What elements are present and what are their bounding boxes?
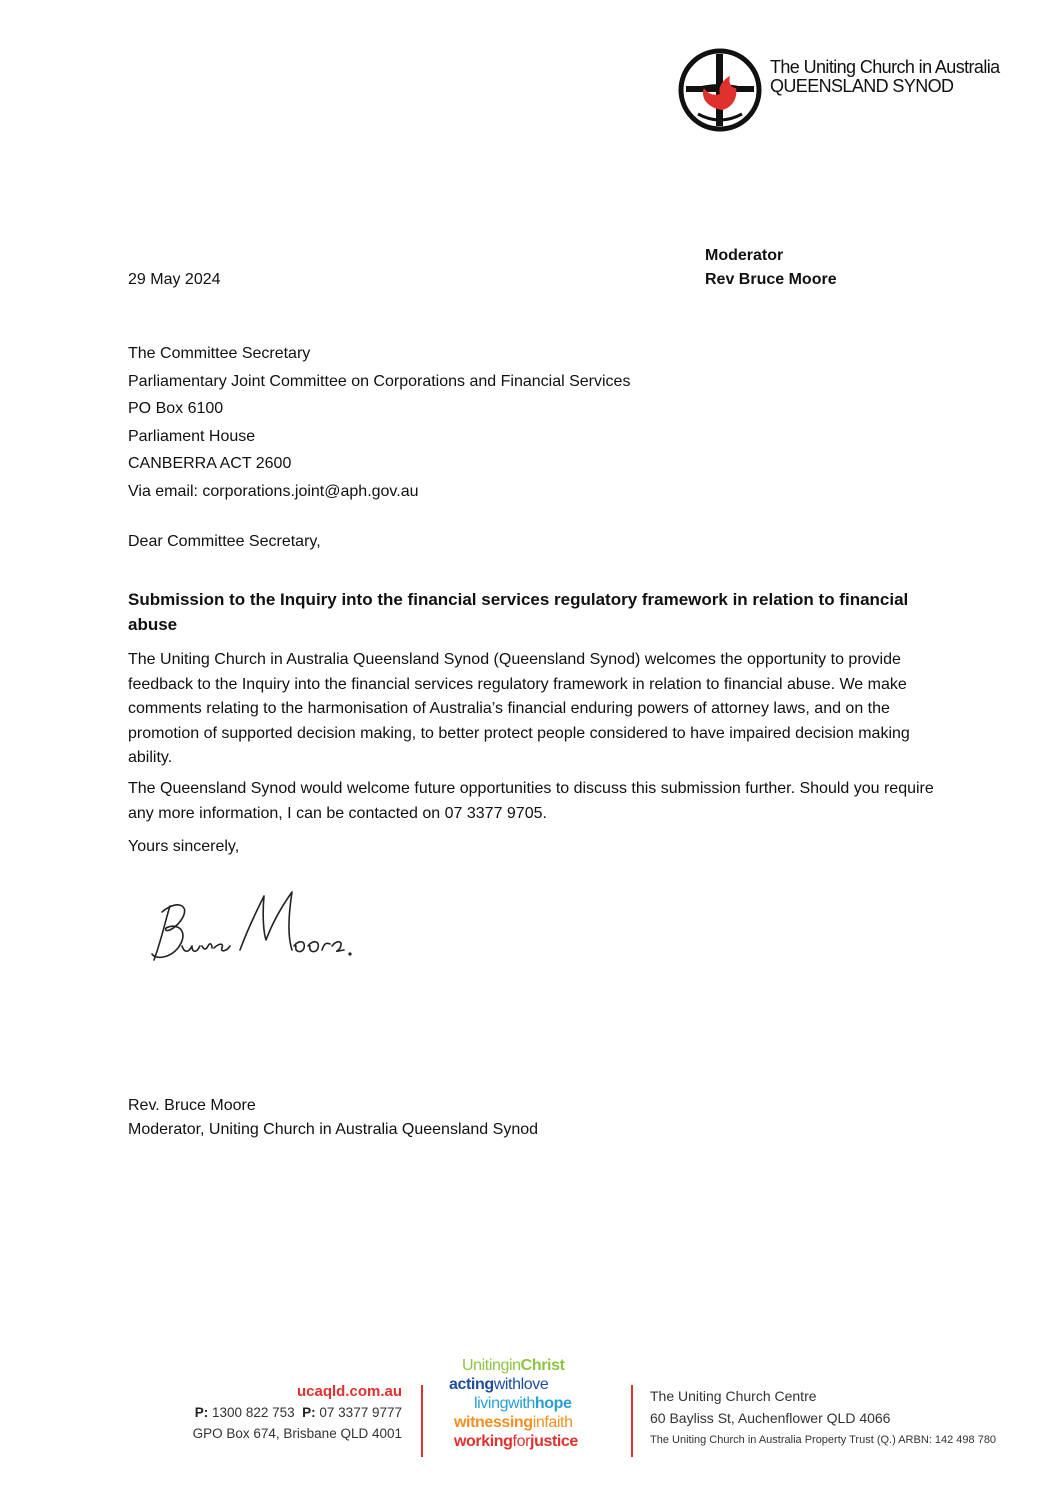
footer-tagline xyxy=(446,1356,578,1451)
phone-number: 1300 822 753 xyxy=(212,1405,295,1420)
tagline-word: in xyxy=(509,1357,521,1374)
tagline-word: working xyxy=(454,1433,513,1450)
tagline-word: withlove xyxy=(493,1376,549,1393)
footer-divider xyxy=(631,1385,633,1457)
signer-title: Moderator, Uniting Church in Australia Queensland Synod xyxy=(128,1121,539,1138)
centre-address: 60 Bayliss St, Auchenflower QLD 4066 xyxy=(650,1410,891,1426)
org-name-line1: The Uniting Church in Australia xyxy=(770,57,1000,77)
body-paragraph: The Uniting Church in Australia Queensland Synod (Queensland Synod) welcomes the opportunity to provide feedback to the Inquiry into the financial services regulatory framework in relation to financial abuse. We make comments relating to the harmonisation of Australia’s financial enduring powers of attorney laws, and on the promotion of supported decision making, to better protect people considered to have impaired decision making ability. xyxy=(128,651,910,766)
closing: Yours sincerely, xyxy=(128,838,240,855)
moderator-name: Rev Bruce Moore xyxy=(705,271,837,288)
handwritten-signature xyxy=(148,888,358,972)
tagline-line xyxy=(446,1413,578,1432)
address-line: CANBERRA ACT 2600 xyxy=(128,455,292,473)
tagline-line xyxy=(446,1375,578,1394)
tagline-word: justice xyxy=(530,1433,578,1450)
tagline-word: Uniting xyxy=(462,1357,510,1374)
footer-contact xyxy=(193,1381,402,1444)
moderator-role: Moderator xyxy=(705,247,784,264)
tagline-word: hope xyxy=(534,1395,572,1412)
signer-name: Rev. Bruce Moore xyxy=(128,1097,256,1114)
address-line: Via email: corporations.joint@aph.gov.au xyxy=(128,482,419,500)
letter-date: 29 May 2024 xyxy=(128,271,221,288)
tagline-word: witnessing xyxy=(454,1414,533,1431)
phone-label: P: xyxy=(194,1405,209,1420)
address-line: PO Box 6100 xyxy=(128,400,224,418)
address-line: The Committee Secretary xyxy=(128,345,311,362)
tagline-word: infaith xyxy=(532,1414,573,1431)
address-line: Parliamentary Joint Committee on Corporations and Financial Services xyxy=(128,372,631,390)
org-name xyxy=(770,58,1000,96)
tagline-word: livingwith xyxy=(474,1395,535,1412)
footer-phones xyxy=(193,1402,402,1423)
tagline-line xyxy=(446,1356,578,1375)
phone-number: 07 3377 9777 xyxy=(319,1405,402,1420)
footer-postal: GPO Box 674, Brisbane QLD 4001 xyxy=(192,1426,402,1441)
body-paragraph: The Queensland Synod would welcome future opportunities to discuss this submission further. Should you require any more information, I can be contacted on 07 3377 9705. xyxy=(128,780,934,822)
address-line: Parliament House xyxy=(128,427,256,445)
centre-name: The Uniting Church Centre xyxy=(650,1388,817,1404)
recipient-address xyxy=(128,340,630,506)
tagline-line xyxy=(446,1432,578,1451)
tagline-word: acting xyxy=(449,1376,494,1393)
subject-heading: Submission to the Inquiry into the financial services regulatory framework in relation to financial abuse xyxy=(128,590,909,634)
footer-website-link[interactable]: ucaqld.com.au xyxy=(296,1383,402,1400)
property-trust: The Uniting Church in Australia Property Trust (Q.) ARBN: 142 498 780 xyxy=(650,1434,997,1446)
org-name-line2: QUEENSLAND SYNOD xyxy=(770,76,954,96)
tagline-line xyxy=(446,1394,578,1413)
tagline-word: Christ xyxy=(520,1357,565,1374)
salutation: Dear Committee Secretary, xyxy=(128,533,321,550)
footer-centre xyxy=(650,1385,996,1451)
tagline-word: for xyxy=(512,1433,531,1450)
uniting-church-logo-icon xyxy=(678,48,762,132)
phone-label: P: xyxy=(302,1405,316,1420)
footer-divider xyxy=(421,1385,423,1457)
signer-block xyxy=(128,1094,538,1142)
